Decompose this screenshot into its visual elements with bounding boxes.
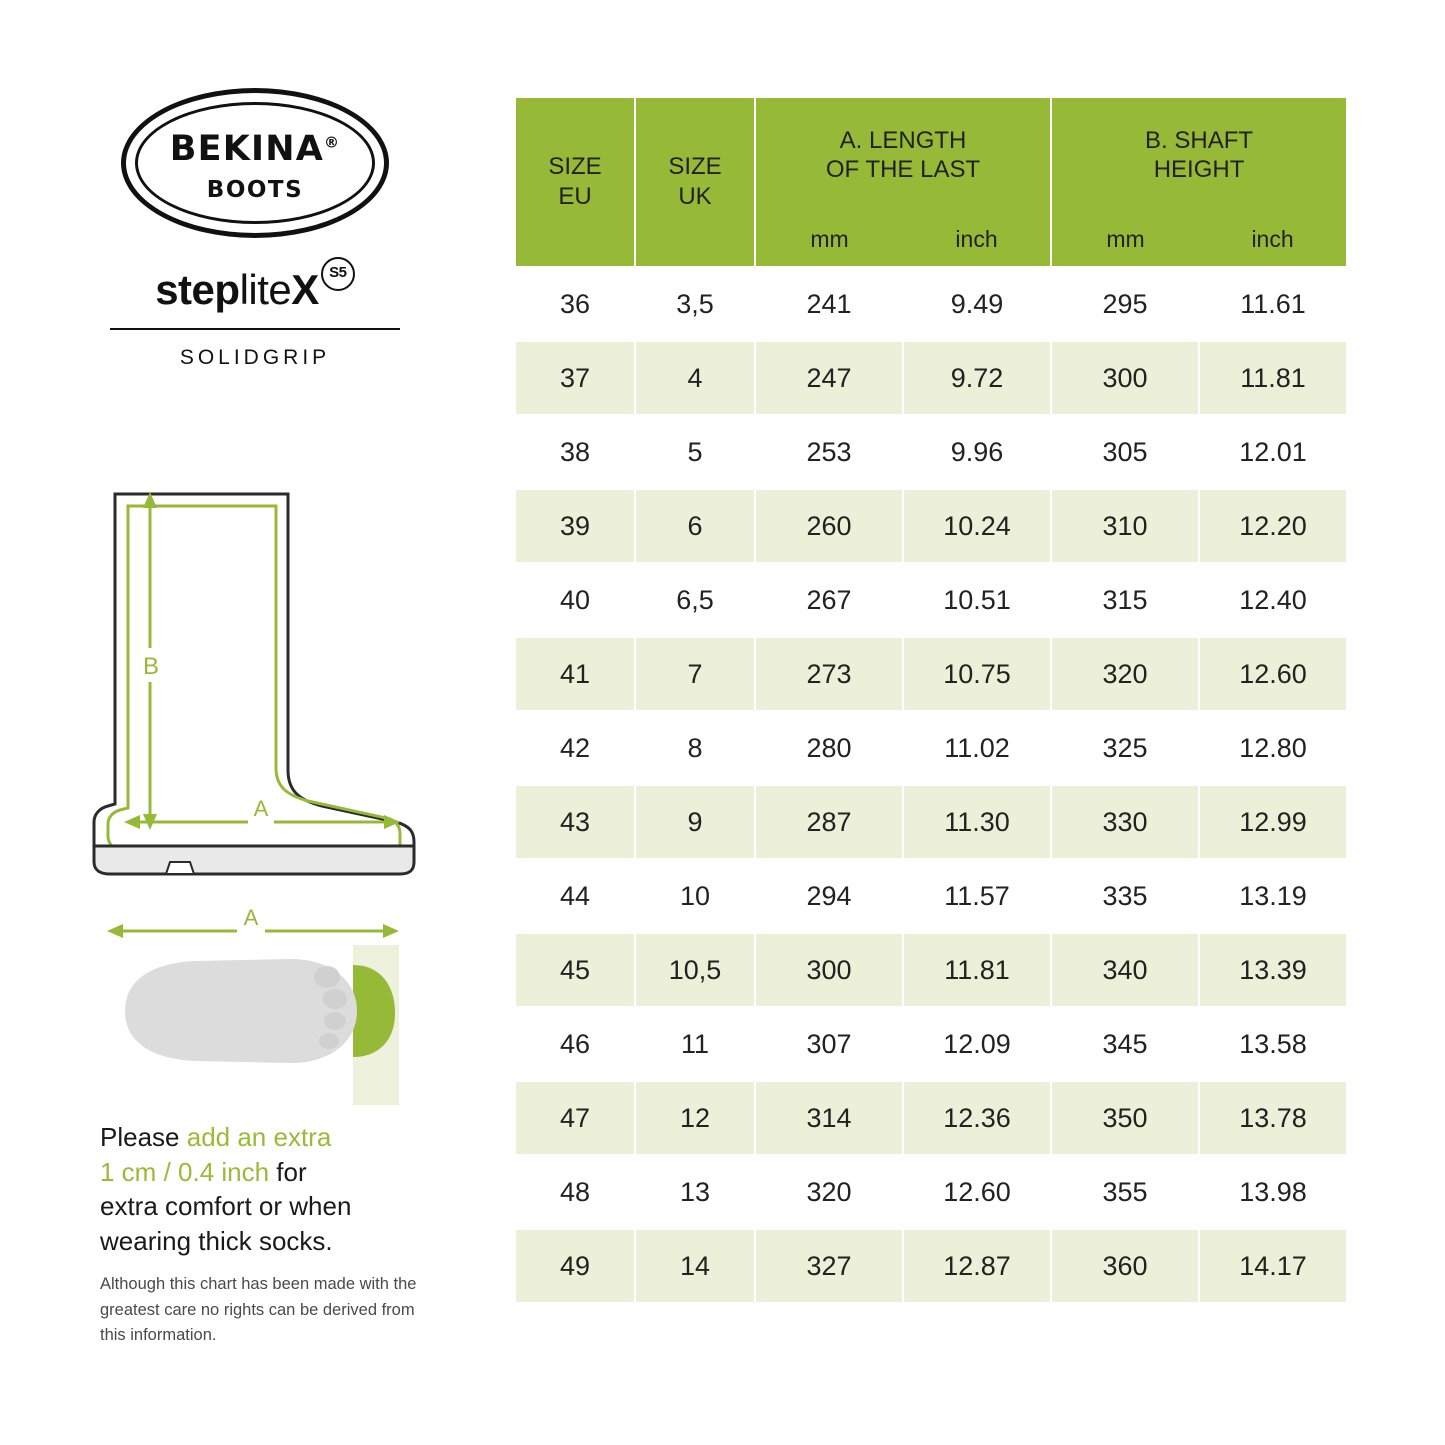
table-head (516, 98, 1346, 266)
cell-size-eu: 36 (516, 268, 634, 340)
cell-size-eu: 43 (516, 786, 634, 858)
dimension-label-b: B (142, 653, 160, 680)
cell-size-eu: 38 (516, 416, 634, 488)
cell-size-eu: 41 (516, 638, 634, 710)
cell-size-eu: 47 (516, 1082, 634, 1154)
table-row (516, 638, 1346, 710)
cell-shaft-inch: 14.17 (1200, 1230, 1346, 1302)
cell-shaft-mm: 340 (1052, 934, 1198, 1006)
arrowhead-a-left (124, 815, 140, 829)
cell-size-uk: 4 (636, 342, 754, 414)
cell-length-mm: 260 (756, 490, 902, 562)
logo-oval-shape (121, 88, 389, 238)
boot-sole-shape (94, 846, 414, 874)
cell-size-eu: 45 (516, 934, 634, 1006)
cell-shaft-mm: 360 (1052, 1230, 1198, 1302)
table-body (516, 268, 1346, 1302)
arrowhead-sole-right (383, 924, 399, 938)
cell-size-eu: 44 (516, 860, 634, 932)
dimension-label-a-sole: A (243, 905, 259, 930)
brand-panel (0, 0, 500, 1445)
boot-side-diagram (70, 470, 430, 890)
header-length-inch: inch (955, 225, 998, 252)
size-table (514, 96, 1348, 1304)
header-size-eu (516, 98, 634, 266)
cell-size-uk: 5 (636, 416, 754, 488)
cell-length-mm: 327 (756, 1230, 902, 1302)
table-row (516, 1156, 1346, 1228)
cell-shaft-inch: 13.39 (1200, 934, 1346, 1006)
cell-size-eu: 42 (516, 712, 634, 784)
cell-shaft-mm: 305 (1052, 416, 1198, 488)
table-row (516, 564, 1346, 636)
logo-primary-text (126, 129, 384, 169)
disclaimer-text: Although this chart has been made with the greatest care no rights can be derived from this information. (100, 1275, 417, 1345)
cell-shaft-inch: 11.61 (1200, 268, 1346, 340)
cell-length-mm: 280 (756, 712, 902, 784)
header-shaft-height (1052, 98, 1346, 266)
toe-2 (323, 989, 347, 1009)
cell-length-mm: 314 (756, 1082, 902, 1154)
table-row (516, 1230, 1346, 1302)
size-table-container (514, 96, 1346, 1304)
brand-logo (95, 88, 415, 370)
header-size-uk-line2: UK (678, 183, 712, 210)
cell-length-mm: 307 (756, 1008, 902, 1080)
cell-size-eu: 48 (516, 1156, 634, 1228)
header-shaft-line1: B. SHAFT (1145, 126, 1254, 154)
toe-4 (319, 1033, 339, 1049)
cell-size-eu: 37 (516, 342, 634, 414)
cell-size-uk: 11 (636, 1008, 754, 1080)
cell-length-mm: 300 (756, 934, 902, 1006)
table-row (516, 342, 1346, 414)
cell-shaft-inch: 12.01 (1200, 416, 1346, 488)
header-size-uk (636, 98, 754, 266)
toe-3 (324, 1012, 346, 1030)
cell-size-eu: 49 (516, 1230, 634, 1302)
header-shaft-mm: mm (1106, 225, 1145, 252)
cell-shaft-mm: 325 (1052, 712, 1198, 784)
cell-size-eu: 46 (516, 1008, 634, 1080)
cell-size-uk: 3,5 (636, 268, 754, 340)
cell-shaft-mm: 335 (1052, 860, 1198, 932)
cell-size-uk: 13 (636, 1156, 754, 1228)
brand-divider (110, 328, 400, 330)
arrowhead-sole-left (107, 924, 123, 938)
note-rest: extra comfort or when wearing thick socks. (100, 1191, 352, 1256)
cell-shaft-mm: 320 (1052, 638, 1198, 710)
cell-length-inch: 12.60 (904, 1156, 1050, 1228)
cell-length-mm: 247 (756, 342, 902, 414)
table-row (516, 934, 1346, 1006)
header-size-eu-line1: SIZE (548, 153, 602, 180)
note-prefix: Please (100, 1122, 187, 1152)
comfort-note (100, 1120, 430, 1258)
product-subtitle: SOLIDGRIP (179, 346, 331, 369)
cell-size-uk: 10,5 (636, 934, 754, 1006)
table-row (516, 860, 1346, 932)
note-mid: for (269, 1156, 307, 1187)
product-name-lite: lite (239, 266, 292, 313)
header-size-uk-line1: SIZE (668, 153, 722, 180)
cell-size-uk: 7 (636, 638, 754, 710)
cell-length-inch: 12.36 (904, 1082, 1050, 1154)
cell-shaft-inch: 12.60 (1200, 638, 1346, 710)
cell-length-inch: 11.02 (904, 712, 1050, 784)
cell-length-inch: 9.72 (904, 342, 1050, 414)
cell-length-inch: 11.57 (904, 860, 1050, 932)
cell-shaft-inch: 13.19 (1200, 860, 1346, 932)
product-name (95, 266, 415, 314)
cell-length-inch: 10.75 (904, 638, 1050, 710)
cell-shaft-mm: 355 (1052, 1156, 1198, 1228)
cell-shaft-mm: 345 (1052, 1008, 1198, 1080)
cell-length-inch: 9.96 (904, 416, 1050, 488)
header-shaft-inch: inch (1251, 225, 1294, 252)
cell-length-mm: 241 (756, 268, 902, 340)
logo-secondary-label: BOOTS (206, 177, 304, 203)
cell-shaft-inch: 12.80 (1200, 712, 1346, 784)
table-row (516, 416, 1346, 488)
note-highlight-2: 1 cm / 0.4 inch (100, 1156, 270, 1187)
cell-shaft-inch: 11.81 (1200, 342, 1346, 414)
cell-size-uk: 10 (636, 860, 754, 932)
header-length-line2: OF THE LAST (825, 156, 981, 183)
boot-tread-notch (166, 862, 194, 874)
header-length-mm: mm (810, 225, 849, 252)
header-shaft-line2: HEIGHT (1153, 156, 1245, 183)
product-name-x: X (291, 266, 319, 313)
header-length-line1: A. LENGTH (839, 126, 967, 154)
cell-length-inch: 12.87 (904, 1230, 1050, 1302)
cell-shaft-mm: 295 (1052, 268, 1198, 340)
cell-length-inch: 10.51 (904, 564, 1050, 636)
cell-length-mm: 253 (756, 416, 902, 488)
logo-registered-mark: ® (324, 133, 341, 152)
table-row (516, 1008, 1346, 1080)
cell-size-eu: 40 (516, 564, 634, 636)
cell-size-uk: 8 (636, 712, 754, 784)
cell-length-mm: 320 (756, 1156, 902, 1228)
cell-shaft-inch: 12.40 (1200, 564, 1346, 636)
cell-shaft-mm: 330 (1052, 786, 1198, 858)
cell-size-uk: 12 (636, 1082, 754, 1154)
dimension-label-a-boot: A (253, 796, 269, 821)
table-row (516, 268, 1346, 340)
cell-size-uk: 6 (636, 490, 754, 562)
table-row (516, 786, 1346, 858)
cell-shaft-mm: 350 (1052, 1082, 1198, 1154)
header-length-of-last (756, 98, 1050, 266)
table-row (516, 712, 1346, 784)
toe-1 (314, 966, 340, 988)
cell-shaft-inch: 13.98 (1200, 1156, 1346, 1228)
sole-top-diagram (95, 905, 425, 1105)
cell-length-mm: 273 (756, 638, 902, 710)
cell-shaft-inch: 12.99 (1200, 786, 1346, 858)
table-row (516, 490, 1346, 562)
cell-shaft-mm: 315 (1052, 564, 1198, 636)
table-row (516, 1082, 1346, 1154)
cell-shaft-inch: 12.20 (1200, 490, 1346, 562)
cell-shaft-inch: 13.78 (1200, 1082, 1346, 1154)
cell-length-mm: 267 (756, 564, 902, 636)
cell-length-inch: 12.09 (904, 1008, 1050, 1080)
cell-size-uk: 6,5 (636, 564, 754, 636)
cell-length-mm: 287 (756, 786, 902, 858)
note-highlight-1: add an extra (186, 1122, 332, 1152)
cell-size-uk: 14 (636, 1230, 754, 1302)
cell-length-inch: 10.24 (904, 490, 1050, 562)
cell-size-uk: 9 (636, 786, 754, 858)
cell-size-eu: 39 (516, 490, 634, 562)
table-header-row (516, 98, 1346, 266)
cell-shaft-inch: 13.58 (1200, 1008, 1346, 1080)
cell-shaft-mm: 310 (1052, 490, 1198, 562)
logo-primary-label: BEKINA (169, 129, 325, 169)
header-size-eu-line2: EU (558, 183, 592, 210)
cell-length-inch: 11.30 (904, 786, 1050, 858)
cell-length-inch: 11.81 (904, 934, 1050, 1006)
cell-length-mm: 294 (756, 860, 902, 932)
product-name-step: step (155, 266, 240, 313)
product-badge-s5: S5 (321, 257, 355, 291)
cell-length-inch: 9.49 (904, 268, 1050, 340)
cell-shaft-mm: 300 (1052, 342, 1198, 414)
